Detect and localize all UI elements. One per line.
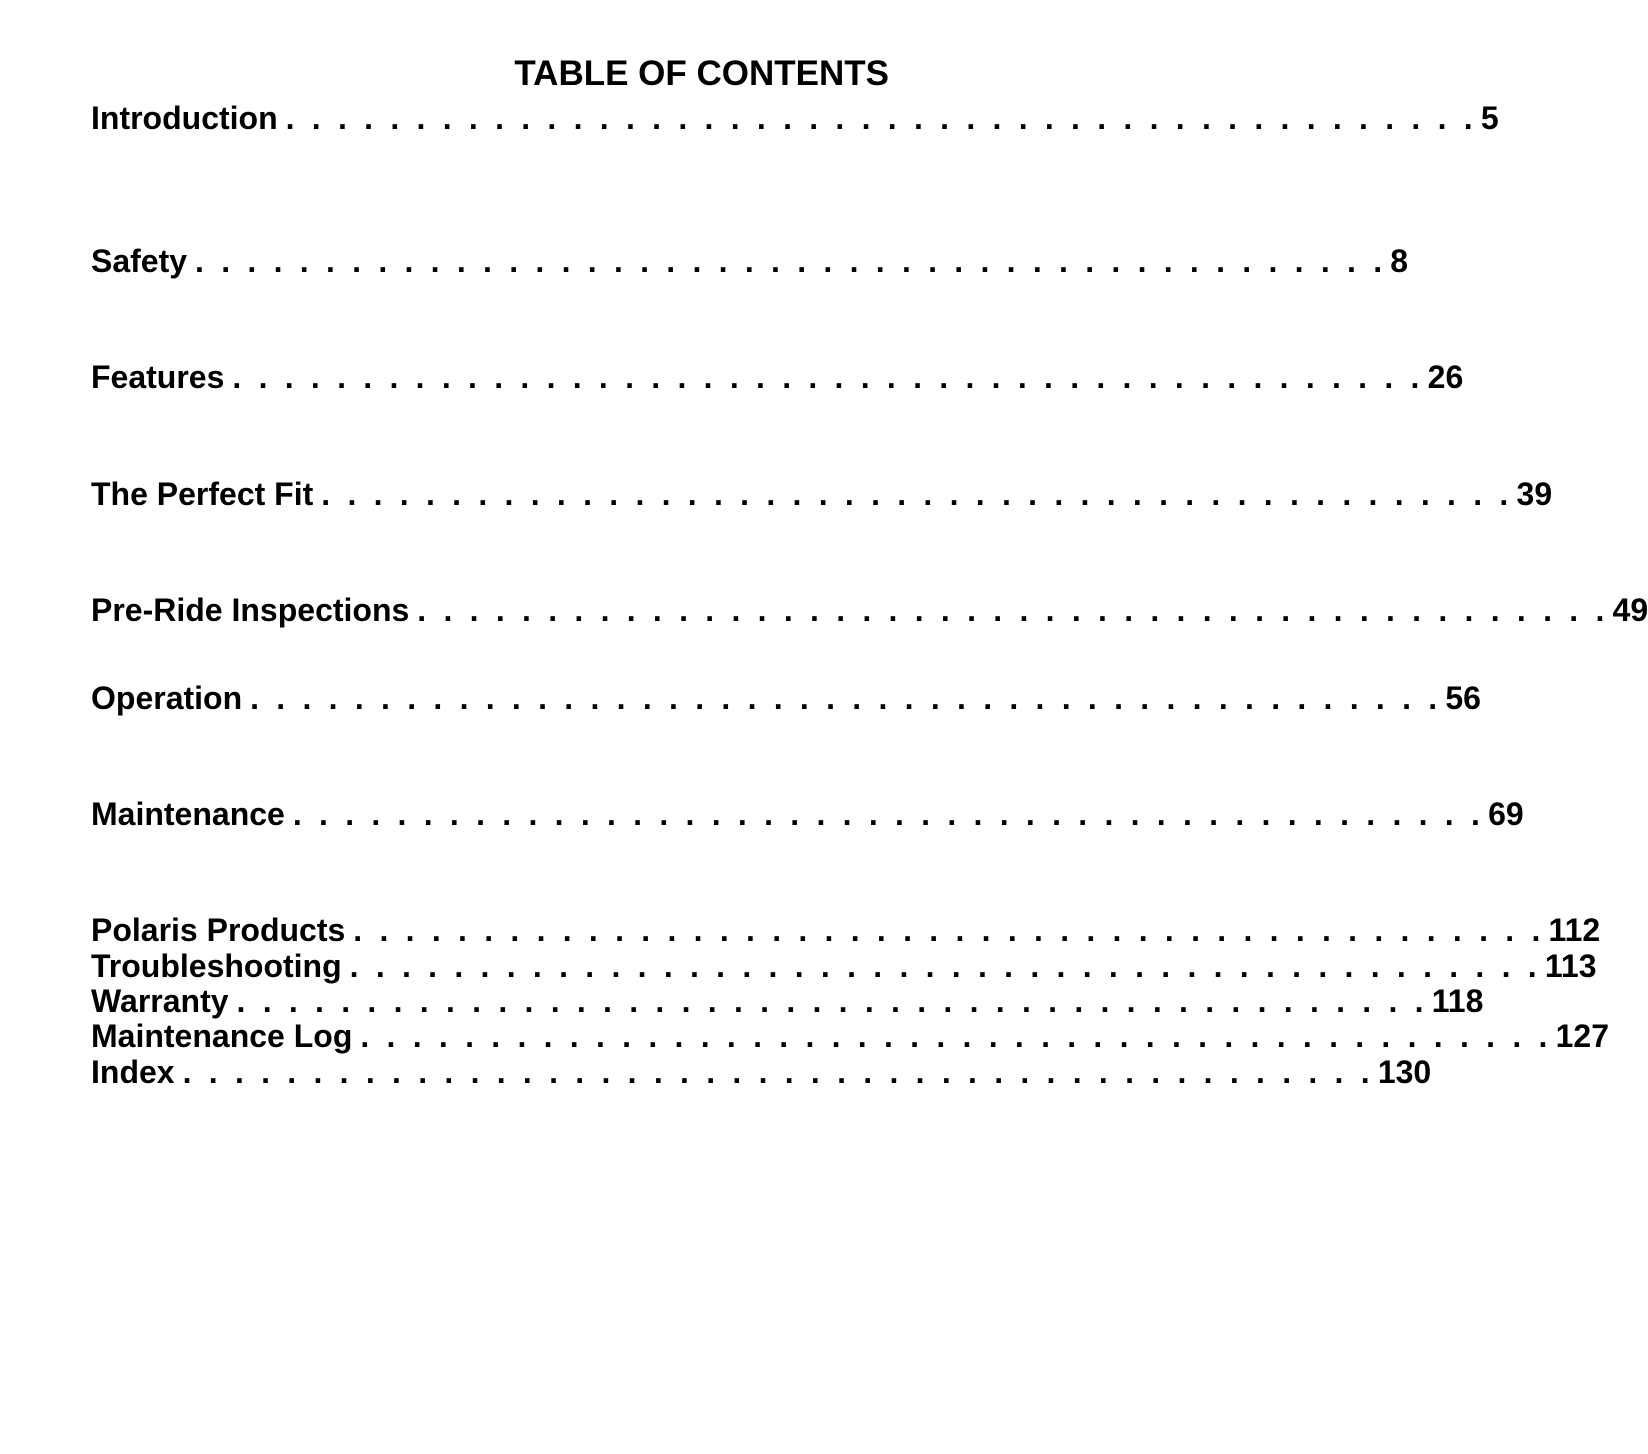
toc-entry-safety[interactable] <box>91 242 1409 280</box>
toc-entry-label: Warranty <box>91 983 229 1019</box>
toc-entry-label: Features <box>91 359 225 395</box>
toc-entry-warranty[interactable] <box>91 982 1484 1020</box>
toc-entry-label: Polaris Products <box>91 912 346 948</box>
dot-leader: . . . . . . . . . . . . . . . . . . . . . . . . . . . . . . . . . . . . . . . . . . . . . . <box>321 476 1513 512</box>
toc-entry-maintenance[interactable] <box>91 795 1524 833</box>
toc-entry-page: 39 <box>1516 476 1553 512</box>
toc-entry-page: 113 <box>1544 948 1597 984</box>
dot-leader: . . . . . . . . . . . . . . . . . . . . . . . . . . . . . . . . . . . . . . . . . . . . . . <box>236 983 1428 1019</box>
toc-entry-page: 5 <box>1480 100 1499 136</box>
toc-entry-label: Safety <box>91 243 188 279</box>
toc-entry-label: Operation <box>91 680 243 716</box>
dot-leader: . . . . . . . . . . . . . . . . . . . . . . . . . . . . . . . . . . . . . . . . . . . . . . <box>353 912 1545 948</box>
dot-leader: . . . . . . . . . . . . . . . . . . . . . . . . . . . . . . . . . . . . . . . . . . . . . . <box>232 359 1424 395</box>
toc-entry-pre-ride-inspections[interactable] <box>91 591 1648 629</box>
page-title: TABLE OF CONTENTS <box>514 54 889 93</box>
toc-entry-page: 49 <box>1612 592 1648 628</box>
toc-entry-label: Troubleshooting <box>91 948 342 984</box>
toc-entry-page: 118 <box>1431 983 1484 1019</box>
toc-entry-introduction[interactable] <box>91 99 1499 137</box>
toc-entry-operation[interactable] <box>91 679 1481 717</box>
toc-entry-page: 130 <box>1377 1054 1432 1090</box>
toc-entry-the-perfect-fit[interactable] <box>91 475 1553 513</box>
toc-entry-page: 112 <box>1548 912 1601 948</box>
toc-entry-maintenance-log[interactable] <box>91 1017 1609 1055</box>
dot-leader: . . . . . . . . . . . . . . . . . . . . . . . . . . . . . . . . . . . . . . . . . . . . . . <box>292 796 1485 832</box>
toc-entry-label: Index <box>91 1054 175 1090</box>
dot-leader: . . . . . . . . . . . . . . . . . . . . . . . . . . . . . . . . . . . . . . . . . . . . . . <box>182 1054 1374 1090</box>
toc-entry-page: 69 <box>1488 796 1524 832</box>
dot-leader: . . . . . . . . . . . . . . . . . . . . . . . . . . . . . . . . . . . . . . . . . . . . . . <box>360 1018 1552 1054</box>
toc-entry-label: Maintenance <box>91 796 285 832</box>
toc-entry-label: Introduction <box>91 100 278 136</box>
dot-leader: . . . . . . . . . . . . . . . . . . . . . . . . . . . . . . . . . . . . . . . . . . . . . . <box>250 680 1442 716</box>
dot-leader: . . . . . . . . . . . . . . . . . . . . . . . . . . . . . . . . . . . . . . . . . . . . . . <box>417 592 1609 628</box>
toc-entry-page: 8 <box>1390 243 1409 279</box>
toc-entry-label: Maintenance Log <box>91 1018 353 1054</box>
dot-leader: . . . . . . . . . . . . . . . . . . . . . . . . . . . . . . . . . . . . . . . . . . . . . . <box>349 948 1541 984</box>
toc-entry-features[interactable] <box>91 358 1464 396</box>
toc-entry-page: 127 <box>1555 1018 1609 1054</box>
dot-leader: . . . . . . . . . . . . . . . . . . . . . . . . . . . . . . . . . . . . . . . . . . . . . . <box>195 243 1387 279</box>
toc-entry-page: 26 <box>1427 359 1464 395</box>
toc-entry-index[interactable] <box>91 1053 1432 1091</box>
dot-leader: . . . . . . . . . . . . . . . . . . . . . . . . . . . . . . . . . . . . . . . . . . . . . . <box>285 100 1477 136</box>
toc-entry-page: 56 <box>1445 680 1481 716</box>
toc-entry-label: Pre-Ride Inspections <box>91 592 410 628</box>
toc-entry-polaris-products[interactable] <box>91 911 1601 949</box>
toc-entry-label: The Perfect Fit <box>91 476 314 512</box>
toc-entry-troubleshooting[interactable] <box>91 947 1597 985</box>
